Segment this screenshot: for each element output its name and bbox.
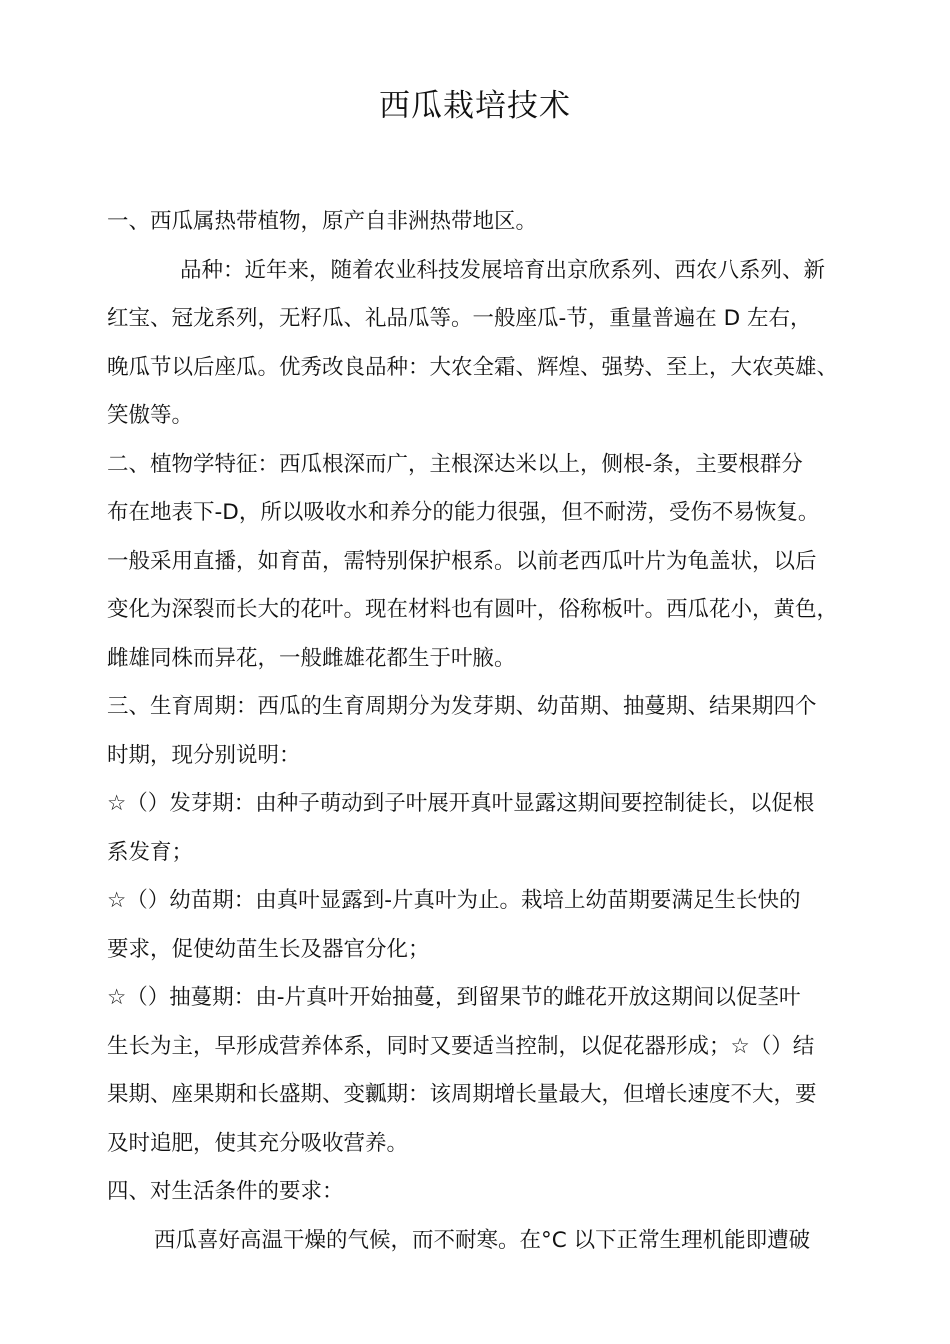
paragraph-line: ☆（）抽蔓期：由-片真叶开始抽蔓，到留果节的雌花开放这期间以促茎叶 [107,985,801,1010]
document-title: 西瓜栽培技术 [379,88,571,124]
paragraph-line: 果期、座果期和长盛期、变瓤期：该周期增长量最大，但增长速度不大，要 [107,1082,817,1107]
paragraph-line: 生长为主，早形成营养体系，同时又要适当控制，以促花器形成；☆（）结 [107,1033,815,1059]
paragraph-line: 红宝、冠龙系列，无籽瓜、礼品瓜等。一般座瓜-节，重量普遍在 D 左右， [107,306,812,331]
paragraph-line: 布在地表下-D，所以吸收水和养分的能力很强，但不耐涝，受伤不易恢复。 [107,500,820,525]
paragraph-line: 时期，现分别说明： [107,742,301,768]
paragraph-line: 晚瓜节以后座瓜。优秀改良品种：大农全霜、辉煌、强势、至上，大农英雄、 [107,354,839,380]
paragraph-line: 三、生育周期：西瓜的生育周期分为发芽期、幼苗期、抽蔓期、结果期四个 [107,694,817,719]
paragraph-line: ☆（）发芽期：由种子萌动到子叶展开真叶显露这期间要控制徒长，以促根 [107,791,815,816]
paragraph-line: ☆（）幼苗期：由真叶显露到-片真叶为止。栽培上幼苗期要满足生长快的 [107,888,801,913]
paragraph-line: 一般采用直播，如育苗，需特别保护根系。以前老西瓜叶片为龟盖状，以后 [107,548,817,574]
paragraph-line: 雌雄同株而异花，一般雌雄花都生于叶腋。 [107,645,516,671]
paragraph-line: 西瓜喜好高温干燥的气候，而不耐寒。在°C 以下正常生理机能即遭破 [154,1227,811,1253]
paragraph-line: 四、对生活条件的要求： [107,1179,344,1204]
paragraph-line: 系发育； [107,839,194,865]
paragraph-line: 及时追肥，使其充分吸收营养。 [107,1130,409,1156]
document-body [107,198,867,1265]
paragraph-line: 品种：近年来，随着农业科技发展培育出京欣系列、西农八系列、新 [180,257,826,283]
paragraph-line: 变化为深裂而长大的花叶。现在材料也有圆叶，俗称板叶。西瓜花小，黄色， [107,597,839,622]
paragraph-line: 二、植物学特征：西瓜根深而广，主根深达米以上，侧根-条，主要根群分 [107,451,803,477]
paragraph-line: 笑傲等。 [107,403,194,428]
paragraph-line: 一、西瓜属热带植物，原产自非洲热带地区。 [107,209,538,234]
paragraph-line: 要求，促使幼苗生长及器官分化； [107,936,430,962]
